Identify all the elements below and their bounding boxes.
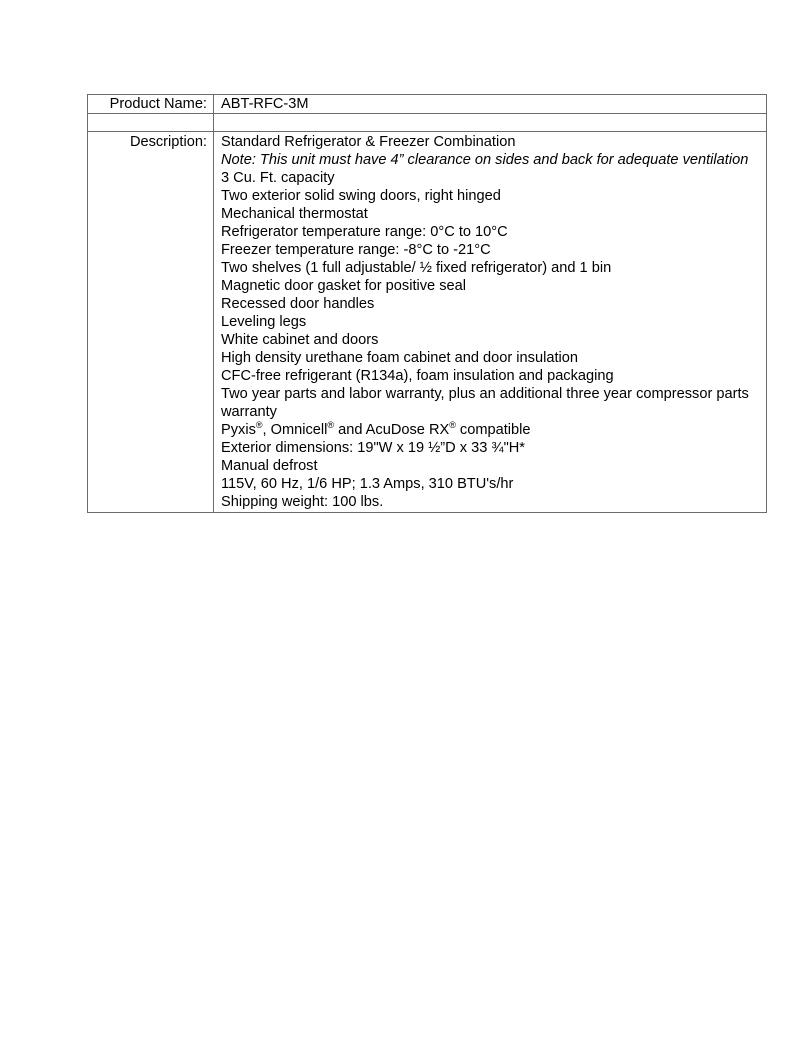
- description-value: [214, 132, 767, 513]
- product-name-row: [88, 95, 767, 114]
- compatible-text: compatible: [455, 422, 531, 438]
- feature-line: White cabinet and doors: [221, 332, 379, 348]
- omnicell-text: , Omnicell: [262, 422, 328, 438]
- spacer-row: [88, 114, 767, 132]
- feature-line: Two shelves (1 full adjustable/ ½ fixed refrigerator) and 1 bin: [221, 260, 612, 276]
- registered-mark: ®: [255, 420, 263, 431]
- feature-line: Exterior dimensions: 19"W x 19 ½”D x 33 ¾"H*: [221, 440, 525, 456]
- spacer-cell-label: [88, 114, 214, 132]
- description-label: Description:: [88, 132, 214, 513]
- compatibility-line: [221, 421, 760, 439]
- feature-line: Refrigerator temperature range: 0°C to 10°C: [221, 224, 508, 240]
- feature-line: Two exterior solid swing doors, right hinged: [221, 188, 501, 204]
- feature-line: Shipping weight: 100 lbs.: [221, 494, 384, 510]
- registered-mark: ®: [327, 420, 335, 431]
- feature-line: CFC-free refrigerant (R134a), foam insulation and packaging: [221, 368, 614, 384]
- pyxis-text: Pyxis: [221, 422, 256, 438]
- feature-line: Magnetic door gasket for positive seal: [221, 278, 466, 294]
- product-name-value: ABT-RFC-3M: [214, 95, 767, 114]
- acudose-text: and AcuDose RX: [334, 422, 450, 438]
- feature-line: Two year parts and labor warranty, plus an additional three year compressor parts warranty: [221, 386, 749, 420]
- feature-line: Manual defrost: [221, 458, 318, 474]
- registered-mark: ®: [449, 420, 456, 431]
- description-title: Standard Refrigerator & Freezer Combination: [221, 134, 516, 150]
- feature-list-a: [221, 169, 760, 421]
- feature-line: 115V, 60 Hz, 1/6 HP; 1.3 Amps, 310 BTU's/hr: [221, 476, 514, 492]
- feature-line: Mechanical thermostat: [221, 206, 368, 222]
- spacer-cell-value: [214, 114, 767, 132]
- feature-line: High density urethane foam cabinet and door insulation: [221, 350, 578, 366]
- feature-line: Recessed door handles: [221, 296, 375, 312]
- feature-line: Freezer temperature range: -8°C to -21°C: [221, 242, 491, 258]
- feature-list-b: [221, 439, 760, 511]
- feature-line: 3 Cu. Ft. capacity: [221, 170, 335, 186]
- feature-line: Leveling legs: [221, 314, 307, 330]
- product-name-label: Product Name:: [88, 95, 214, 114]
- description-note: Note: This unit must have 4” clearance on sides and back for adequate ventilation: [221, 152, 749, 168]
- description-row: [88, 132, 767, 513]
- product-spec-table: [87, 94, 767, 513]
